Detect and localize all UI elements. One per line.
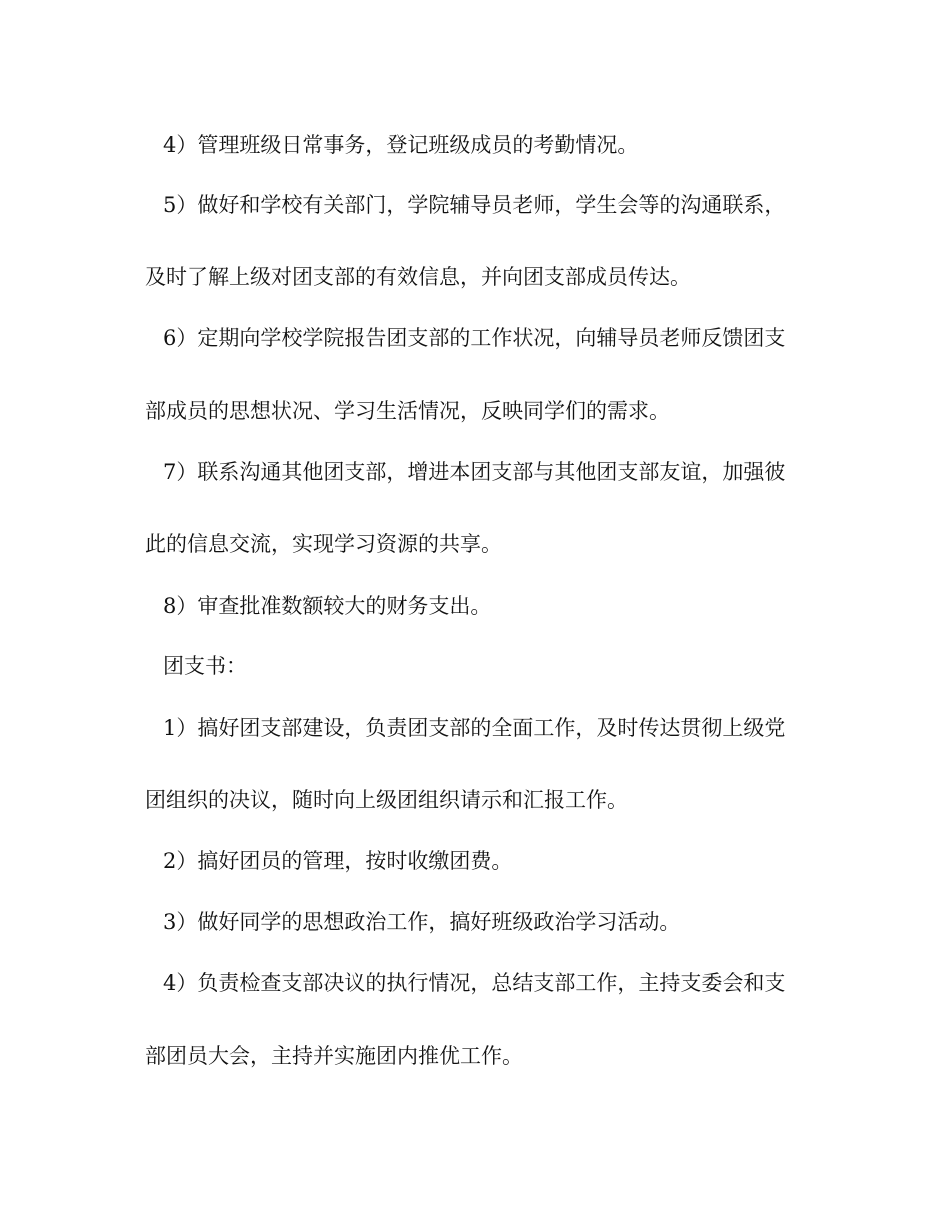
paragraph-line: 4）负责检查支部决议的执行情况，总结支部工作，主持支委会和支 <box>163 971 786 995</box>
paragraph-line: 5）做好和学校有关部门，学院辅导员老师，学生会等的沟通联系， <box>163 193 786 217</box>
paragraph-line: 7）联系沟通其他团支部，增进本团支部与其他团支部友谊，加强彼 <box>163 460 786 484</box>
paragraph-line: 此的信息交流，实现学习资源的共享。 <box>145 532 502 556</box>
paragraph-line: 1）搞好团支部建设，负责团支部的全面工作，及时传达贯彻上级党 <box>163 716 786 740</box>
paragraph-line: 4）管理班级日常事务，登记班级成员的考勤情况。 <box>163 133 639 157</box>
paragraph-line: 2）搞好团员的管理，按时收缴团费。 <box>163 849 513 873</box>
paragraph-line: 及时了解上级对团支部的有效信息，并向团支部成员传达。 <box>145 265 691 289</box>
paragraph-line: 3）做好同学的思想政治工作，搞好班级政治学习活动。 <box>163 910 681 934</box>
paragraph-line: 部团员大会，主持并实施团内推优工作。 <box>145 1044 523 1068</box>
paragraph-line: 6）定期向学校学院报告团支部的工作状况，向辅导员老师反馈团支 <box>163 326 786 350</box>
paragraph-line: 部成员的思想状况、学习生活情况，反映同学们的需求。 <box>145 399 670 423</box>
paragraph-line: 团组织的决议，随时向上级团组织请示和汇报工作。 <box>145 788 628 812</box>
paragraph-line: 8）审查批准数额较大的财务支出。 <box>163 594 492 618</box>
section-heading: 团支书： <box>163 654 247 678</box>
